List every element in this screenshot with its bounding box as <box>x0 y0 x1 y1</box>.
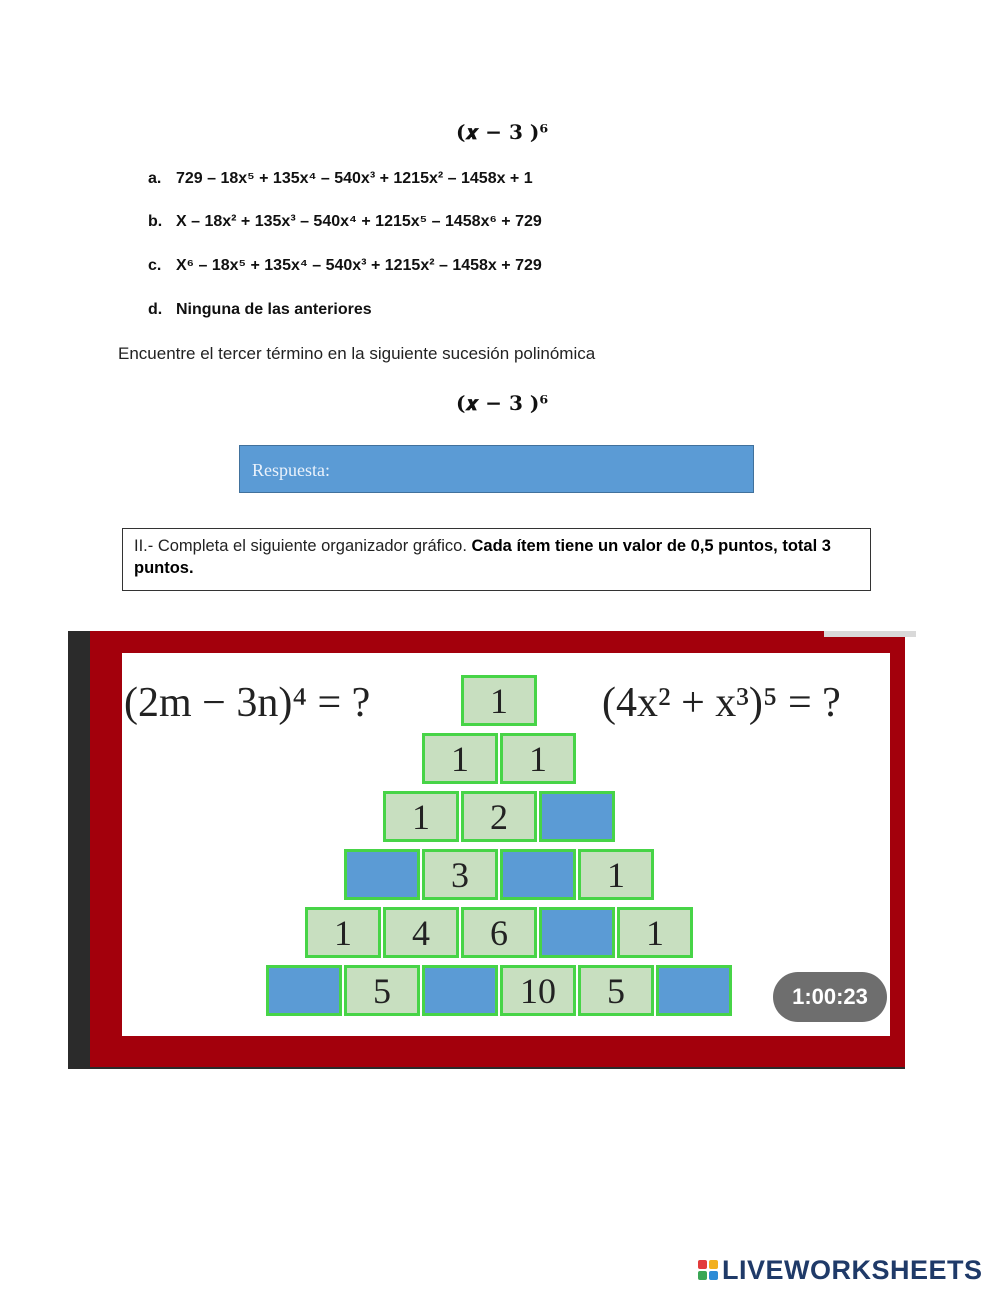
pascal-cell: 5 <box>344 965 420 1016</box>
pascal-cell: 6 <box>461 907 537 958</box>
question-prompt: Encuentre el tercer término en la siguiente sucesión polinómica <box>118 344 596 363</box>
option-b[interactable] <box>148 213 542 231</box>
pascal-cell: 2 <box>461 791 537 842</box>
instruction-points: Cada ítem tiene un valor de 0,5 puntos, total 3 puntos. <box>134 537 831 577</box>
pascal-cell: 4 <box>383 907 459 958</box>
option-a[interactable] <box>148 170 533 188</box>
pascal-cell: 1 <box>500 733 576 784</box>
instruction-text: II.- Completa el siguiente organizador gráfico. <box>134 537 472 555</box>
pascal-blank-cell[interactable] <box>500 849 576 900</box>
option-text: X⁶ – 18x⁵ + 135x⁴ – 540x³ + 1215x² – 1458x + 729 <box>176 257 542 274</box>
video-timer: 1:00:23 <box>773 972 887 1022</box>
logo-mark-icon <box>698 1260 718 1280</box>
expression-binomial-1: (𝒙 − 𝟑 )⁶ <box>456 120 549 144</box>
equation-right: (4x² + x³)⁵ = ? <box>602 680 841 726</box>
option-c[interactable] <box>148 257 542 275</box>
logo-text: LIVEWORKSHEETS <box>722 1254 983 1285</box>
pascal-blank-cell[interactable] <box>344 849 420 900</box>
option-text: Ninguna de las anteriores <box>176 301 372 318</box>
pascal-cell: 3 <box>422 849 498 900</box>
pascal-cell: 10 <box>500 965 576 1016</box>
pascal-cell: 1 <box>617 907 693 958</box>
pascal-blank-cell[interactable] <box>539 907 615 958</box>
pascal-cell: 1 <box>383 791 459 842</box>
pascal-cell: 1 <box>305 907 381 958</box>
pascal-cell: 1 <box>461 675 537 726</box>
option-letter: c. <box>148 257 162 274</box>
pascal-blank-cell[interactable] <box>266 965 342 1016</box>
pascal-blank-cell[interactable] <box>539 791 615 842</box>
pascal-cell: 1 <box>578 849 654 900</box>
option-text: X – 18x² + 135x³ – 540x⁴ + 1215x⁵ – 1458x⁶ + 729 <box>176 213 542 230</box>
pascal-cell: 1 <box>422 733 498 784</box>
pascal-blank-cell[interactable] <box>656 965 732 1016</box>
liveworksheets-logo <box>698 1255 983 1285</box>
option-text: 729 – 18x⁵ + 135x⁴ – 540x³ + 1215x² – 1458x + 1 <box>176 170 533 187</box>
expression-binomial-2: (𝒙 − 𝟑 )⁶ <box>456 391 549 415</box>
equation-left: (2m − 3n)⁴ = ? <box>124 680 371 726</box>
video-frame <box>68 631 905 1069</box>
option-d[interactable] <box>148 301 372 319</box>
top-strip <box>824 631 916 637</box>
option-letter: b. <box>148 213 163 230</box>
option-letter: d. <box>148 301 163 318</box>
option-letter: a. <box>148 170 162 187</box>
answer-input[interactable] <box>239 445 754 493</box>
pascal-cell: 5 <box>578 965 654 1016</box>
instruction-box <box>122 528 871 591</box>
pascal-blank-cell[interactable] <box>422 965 498 1016</box>
answer-placeholder: Respuesta: <box>252 460 330 480</box>
